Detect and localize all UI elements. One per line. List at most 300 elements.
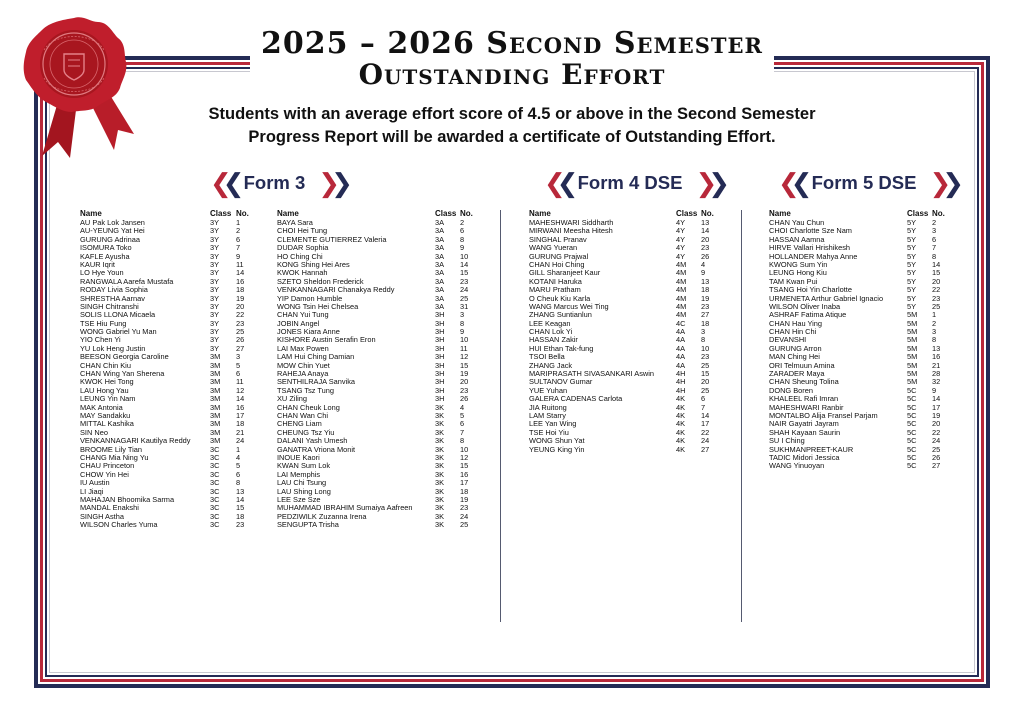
student-name: CHAU Princeton xyxy=(80,462,135,471)
student-number: 23 xyxy=(460,276,469,286)
student-number: 8 xyxy=(701,335,706,345)
list-item xyxy=(769,328,954,336)
student-number: 20 xyxy=(236,301,245,311)
page-subtitle-title: Outstanding Effort xyxy=(358,58,666,91)
student-name: DUDAR Sophia xyxy=(277,244,329,253)
student-name: VENKANNAGARI Kautilya Reddy xyxy=(80,437,191,446)
student-class: 5M xyxy=(907,352,918,362)
student-name: VENKANNAGARI Chanakya Reddy xyxy=(277,286,395,295)
list-item xyxy=(769,420,954,428)
student-class: 3H xyxy=(435,385,445,395)
list-item xyxy=(529,429,723,437)
student-number: 31 xyxy=(460,301,469,311)
header-class: Class xyxy=(676,209,698,218)
list-item xyxy=(769,278,954,286)
list-item xyxy=(80,362,260,370)
list-item xyxy=(277,412,482,420)
student-number: 6 xyxy=(460,226,465,236)
student-class: 5M xyxy=(907,360,918,370)
student-name: DALANI Yash Umesh xyxy=(277,437,348,446)
list-item xyxy=(80,336,260,344)
student-number: 23 xyxy=(236,520,245,530)
list-item xyxy=(80,378,260,386)
student-number: 3 xyxy=(236,352,241,362)
list-item xyxy=(277,328,482,336)
student-name: WILSON Oliver Inaba xyxy=(769,302,841,311)
list-item xyxy=(80,370,260,378)
student-class: 5Y xyxy=(907,276,917,286)
student-class: 3H xyxy=(435,394,445,404)
student-number: 5 xyxy=(236,461,241,471)
list-item xyxy=(80,513,260,521)
student-name: INOUE Kaori xyxy=(277,453,320,462)
student-number: 26 xyxy=(236,335,245,345)
divider-form-4-5 xyxy=(741,210,742,622)
list-item xyxy=(277,488,482,496)
list-item xyxy=(80,269,260,277)
student-number: 4 xyxy=(701,259,706,269)
student-name: JOBIN Angel xyxy=(277,319,320,328)
student-class: 3Y xyxy=(210,301,220,311)
list-item xyxy=(80,311,260,319)
student-number: 8 xyxy=(932,335,937,345)
student-name: WANG Yueran xyxy=(529,244,578,253)
student-number: 14 xyxy=(460,259,469,269)
student-class: 3C xyxy=(210,478,220,488)
student-class: 4M xyxy=(676,293,687,303)
list-item xyxy=(529,395,723,403)
column-header xyxy=(80,209,260,219)
student-name: KHALEEL Rafi Imran xyxy=(769,395,839,404)
student-class: 4M xyxy=(676,268,687,278)
student-name: PEDZIWILK Zuzanna Irena xyxy=(277,512,367,521)
student-number: 25 xyxy=(932,444,941,454)
student-class: 5Y xyxy=(907,301,917,311)
student-class: 3A xyxy=(435,276,445,286)
student-class: 4K xyxy=(676,394,686,404)
student-name: TSANG Tsz Tung xyxy=(277,386,334,395)
list-item xyxy=(529,353,723,361)
student-number: 16 xyxy=(460,469,469,479)
list-item xyxy=(529,387,723,395)
student-number: 20 xyxy=(932,419,941,429)
student-name: YU Lok Heng Justin xyxy=(80,344,146,353)
list-item xyxy=(277,454,482,462)
student-number: 15 xyxy=(460,268,469,278)
student-name: TADIC Midori Jessica xyxy=(769,453,840,462)
student-class: 3H xyxy=(435,343,445,353)
list-item xyxy=(80,488,260,496)
student-class: 3Y xyxy=(210,343,220,353)
page-title: 2025 – 2026 Second Semester xyxy=(260,26,764,61)
student-name: JIA Ruitong xyxy=(529,403,567,412)
list-item xyxy=(80,353,260,361)
list-item xyxy=(769,387,954,395)
student-name: KAFLE Ayusha xyxy=(80,252,130,261)
list-item xyxy=(277,462,482,470)
list-item xyxy=(80,395,260,403)
student-name: MARU Pratham xyxy=(529,286,581,295)
student-number: 23 xyxy=(236,318,245,328)
list-item xyxy=(277,336,482,344)
student-class: 3Y xyxy=(210,243,220,253)
student-name: LI Jiaqi xyxy=(80,487,104,496)
student-name: TSE Hoi Yiu xyxy=(529,428,569,437)
student-name: CHAN Wan Chi xyxy=(277,411,329,420)
student-class: 3K xyxy=(435,461,445,471)
student-name: KISHORE Austin Serafin Eron xyxy=(277,336,376,345)
student-class: 3C xyxy=(210,469,220,479)
student-number: 18 xyxy=(701,285,710,295)
student-name: LAI Max Powen xyxy=(277,344,329,353)
list-item xyxy=(277,311,482,319)
student-class: 5M xyxy=(907,369,918,379)
list-item xyxy=(277,261,482,269)
student-class: 3Y xyxy=(210,251,220,261)
list-item xyxy=(769,295,954,303)
heading-form-4-dse-label: Form 4 DSE xyxy=(577,172,683,193)
list-item xyxy=(529,362,723,370)
list-item xyxy=(277,429,482,437)
list-item xyxy=(529,261,723,269)
student-class: 4M xyxy=(676,259,687,269)
student-name: LAU Shing Long xyxy=(277,487,331,496)
list-item xyxy=(529,295,723,303)
list-item xyxy=(529,320,723,328)
list-item xyxy=(529,303,723,311)
student-number: 24 xyxy=(236,436,245,446)
heading-form-5-dse-label: Form 5 DSE xyxy=(811,172,917,193)
student-name: TAM Kwan Pui xyxy=(769,277,818,286)
student-class: 3A xyxy=(435,268,445,278)
student-number: 23 xyxy=(932,293,941,303)
student-number: 6 xyxy=(701,394,706,404)
student-name: DONG Boren xyxy=(769,386,813,395)
student-number: 19 xyxy=(932,410,941,420)
student-name: TSANG Hoi Yin Charlotte xyxy=(769,286,852,295)
student-name: ZARADER Maya xyxy=(769,370,825,379)
student-class: 3M xyxy=(210,377,221,387)
student-class: 3K xyxy=(435,444,445,454)
student-number: 18 xyxy=(236,285,245,295)
student-number: 25 xyxy=(701,360,710,370)
list-item xyxy=(80,420,260,428)
student-name: SENGUPTA Trisha xyxy=(277,521,339,530)
student-class: 4K xyxy=(676,410,686,420)
student-name: HO Ching Chi xyxy=(277,252,323,261)
list-item xyxy=(277,269,482,277)
student-class: 4M xyxy=(676,310,687,320)
form-4-dse-list xyxy=(529,209,723,454)
student-name: CHENG Liam xyxy=(277,420,322,429)
list-item xyxy=(80,437,260,445)
student-class: 4K xyxy=(676,402,686,412)
student-class: 3C xyxy=(210,520,220,530)
student-number: 26 xyxy=(701,251,710,261)
student-number: 17 xyxy=(701,419,710,429)
list-item xyxy=(277,362,482,370)
student-number: 20 xyxy=(701,234,710,244)
student-number: 16 xyxy=(236,276,245,286)
student-name: SINGH Chitranshi xyxy=(80,302,139,311)
student-class: 5C xyxy=(907,385,917,395)
student-class: 4M xyxy=(676,285,687,295)
chevron-right-icon: ❯❯ xyxy=(695,168,722,198)
student-number: 27 xyxy=(932,461,941,471)
student-number: 2 xyxy=(932,218,937,227)
list-item xyxy=(529,311,723,319)
student-class: 4A xyxy=(676,360,686,370)
student-class: 3M xyxy=(210,436,221,446)
student-name: MOW Chin Yuet xyxy=(277,361,330,370)
student-name: YUE Yuhan xyxy=(529,386,568,395)
student-name: CLEMENTE GUTIERREZ Valeria xyxy=(277,235,387,244)
student-number: 16 xyxy=(236,402,245,412)
student-number: 5 xyxy=(460,410,465,420)
list-item xyxy=(80,412,260,420)
student-name: WANG Marcus Wei Ting xyxy=(529,302,609,311)
student-class: 3C xyxy=(210,494,220,504)
student-name: RAHEJA Anaya xyxy=(277,370,329,379)
student-class: 3H xyxy=(435,335,445,345)
student-name: YEUNG King Yin xyxy=(529,445,585,454)
list-item xyxy=(769,353,954,361)
list-item xyxy=(277,253,482,261)
student-class: 3A xyxy=(435,234,445,244)
list-item xyxy=(80,504,260,512)
student-class: 3M xyxy=(210,410,221,420)
header-no: No. xyxy=(701,209,714,218)
student-number: 8 xyxy=(236,478,241,488)
student-class: 4Y xyxy=(676,218,686,227)
student-class: 4A xyxy=(676,343,686,353)
student-class: 3C xyxy=(210,511,220,521)
list-item xyxy=(769,261,954,269)
form-3-list-left xyxy=(80,209,260,529)
student-class: 3C xyxy=(210,444,220,454)
student-class: 5M xyxy=(907,343,918,353)
student-name: CHEUNG Tsz Yiu xyxy=(277,428,335,437)
header-name: Name xyxy=(80,209,102,218)
student-class: 3M xyxy=(210,360,221,370)
student-name: CHAN Yau Chun xyxy=(769,219,825,227)
student-name: WILSON Charles Yuma xyxy=(80,521,158,530)
student-name: SU I Ching xyxy=(769,437,805,446)
list-item xyxy=(769,370,954,378)
student-class: 3K xyxy=(435,469,445,479)
student-class: 5C xyxy=(907,461,917,471)
student-number: 6 xyxy=(932,234,937,244)
student-class: 3A xyxy=(435,301,445,311)
list-item xyxy=(277,353,482,361)
list-item xyxy=(769,378,954,386)
student-number: 22 xyxy=(932,285,941,295)
list-item xyxy=(529,437,723,445)
student-number: 11 xyxy=(460,343,468,353)
student-class: 3A xyxy=(435,293,445,303)
student-number: 7 xyxy=(236,243,241,253)
student-class: 3M xyxy=(210,427,221,437)
list-item xyxy=(769,227,954,235)
student-number: 24 xyxy=(701,436,710,446)
student-class: 5Y xyxy=(907,251,917,261)
list-item xyxy=(80,462,260,470)
student-number: 27 xyxy=(701,310,710,320)
student-number: 5 xyxy=(236,360,241,370)
list-item xyxy=(80,278,260,286)
list-item xyxy=(529,446,723,454)
chevron-right-icon: ❯❯ xyxy=(318,168,344,198)
student-name: SOLIS LLONA Micaela xyxy=(80,311,156,320)
student-class: 3Y xyxy=(210,327,220,337)
student-number: 8 xyxy=(460,234,465,244)
student-number: 25 xyxy=(236,327,245,337)
list-item xyxy=(277,446,482,454)
list-item xyxy=(277,513,482,521)
list-item xyxy=(277,521,482,529)
student-name: SENTHILRAJA Sanvika xyxy=(277,378,356,387)
student-name: NAIR Gayatri Jayram xyxy=(769,420,839,429)
student-name: LEE Keagan xyxy=(529,319,571,328)
student-number: 13 xyxy=(701,218,710,227)
student-number: 1 xyxy=(236,218,241,227)
student-class: 4M xyxy=(676,301,687,311)
student-number: 14 xyxy=(932,259,941,269)
list-item xyxy=(529,420,723,428)
student-class: 5C xyxy=(907,402,917,412)
student-name: LAI Memphis xyxy=(277,470,321,479)
student-name: CHAN Wing Yan Sherena xyxy=(80,370,165,379)
student-name: MAK Antonia xyxy=(80,403,123,412)
student-name: KWONG Sum Yin xyxy=(769,260,828,269)
student-class: 3H xyxy=(435,360,445,370)
student-class: 5C xyxy=(907,394,917,404)
list-item xyxy=(529,244,723,252)
list-item xyxy=(80,479,260,487)
student-number: 23 xyxy=(460,385,469,395)
student-name: DEVANSHI xyxy=(769,336,807,345)
student-name: KAUR Iqrit xyxy=(80,260,115,269)
student-number: 32 xyxy=(932,377,941,387)
student-number: 19 xyxy=(236,293,245,303)
student-class: 4A xyxy=(676,352,686,362)
student-name: CHAN Hin Chi xyxy=(769,328,817,337)
student-name: LAM Starry xyxy=(529,411,566,420)
chevron-left-icon: ❮❮ xyxy=(778,168,804,198)
list-item xyxy=(277,496,482,504)
student-name: YIO Chen Yi xyxy=(80,336,121,345)
student-number: 11 xyxy=(236,259,244,269)
student-name: LAM Hui Ching Damian xyxy=(277,353,355,362)
student-class: 4M xyxy=(676,276,687,286)
student-number: 24 xyxy=(460,285,469,295)
student-name: WONG Gabriel Yu Man xyxy=(80,328,157,337)
student-name: KWOK Hannah xyxy=(277,269,328,278)
list-item xyxy=(277,395,482,403)
student-number: 12 xyxy=(460,452,469,462)
student-name: BEESON Georgia Caroline xyxy=(80,353,169,362)
student-number: 10 xyxy=(460,444,469,454)
list-item xyxy=(277,404,482,412)
student-name: KWAN Sum Lok xyxy=(277,462,331,471)
list-item xyxy=(529,345,723,353)
column-header xyxy=(277,209,482,219)
student-number: 14 xyxy=(701,226,710,236)
student-class: 4Y xyxy=(676,251,686,261)
student-number: 13 xyxy=(932,343,941,353)
student-name: GANATRA Vriona Monit xyxy=(277,445,356,454)
header-class: Class xyxy=(907,209,929,218)
student-name: CHAN Hau Ying xyxy=(769,319,822,328)
student-number: 25 xyxy=(460,293,469,303)
student-class: 5Y xyxy=(907,259,917,269)
list-item xyxy=(80,404,260,412)
divider-form-3-4 xyxy=(500,210,501,622)
student-name: CHAN Yui Tung xyxy=(277,311,329,320)
student-class: 3A xyxy=(435,226,445,236)
student-number: 3 xyxy=(932,226,937,236)
student-number: 7 xyxy=(701,402,706,412)
student-number: 18 xyxy=(701,318,710,328)
student-class: 5M xyxy=(907,310,918,320)
list-item xyxy=(80,387,260,395)
list-item xyxy=(277,479,482,487)
student-class: 5Y xyxy=(907,218,917,227)
student-number: 25 xyxy=(460,520,469,530)
list-item xyxy=(529,286,723,294)
student-class: 5Y xyxy=(907,293,917,303)
student-class: 4K xyxy=(676,427,686,437)
student-number: 14 xyxy=(932,394,941,404)
list-item xyxy=(80,303,260,311)
header-name: Name xyxy=(529,209,551,218)
student-class: 5M xyxy=(907,335,918,345)
header-class: Class xyxy=(210,209,232,218)
list-item xyxy=(769,462,954,470)
heading-form-3 xyxy=(206,169,348,197)
student-number: 17 xyxy=(460,478,469,488)
header-name: Name xyxy=(769,209,791,218)
student-name: KONG Shing Hei Ares xyxy=(277,260,350,269)
student-class: 5Y xyxy=(907,268,917,278)
student-number: 6 xyxy=(460,419,465,429)
student-class: 5C xyxy=(907,410,917,420)
student-name: CHAN Lok Yi xyxy=(529,328,573,337)
student-class: 3K xyxy=(435,494,445,504)
list-item xyxy=(769,454,954,462)
student-number: 9 xyxy=(460,243,465,253)
student-number: 1 xyxy=(932,310,937,320)
list-item xyxy=(529,378,723,386)
student-class: 3M xyxy=(210,369,221,379)
student-number: 23 xyxy=(460,503,469,513)
student-class: 3M xyxy=(210,352,221,362)
award-description-line-2: Progress Report will be awarded a certificate of Outstanding Effort. xyxy=(248,128,776,146)
student-class: 5Y xyxy=(907,243,917,253)
student-number: 21 xyxy=(236,427,245,437)
student-name: MIRWANI Meesha Hitesh xyxy=(529,227,613,236)
list-item xyxy=(80,345,260,353)
list-item xyxy=(529,236,723,244)
student-name: CHAN Cheuk Long xyxy=(277,403,340,412)
list-item xyxy=(277,471,482,479)
student-name: MONTALBO Alija Fransel Parjam xyxy=(769,411,878,420)
list-item xyxy=(769,362,954,370)
student-number: 14 xyxy=(236,494,245,504)
student-class: 4A xyxy=(676,327,686,337)
student-number: 24 xyxy=(460,511,469,521)
student-class: 3K xyxy=(435,427,445,437)
